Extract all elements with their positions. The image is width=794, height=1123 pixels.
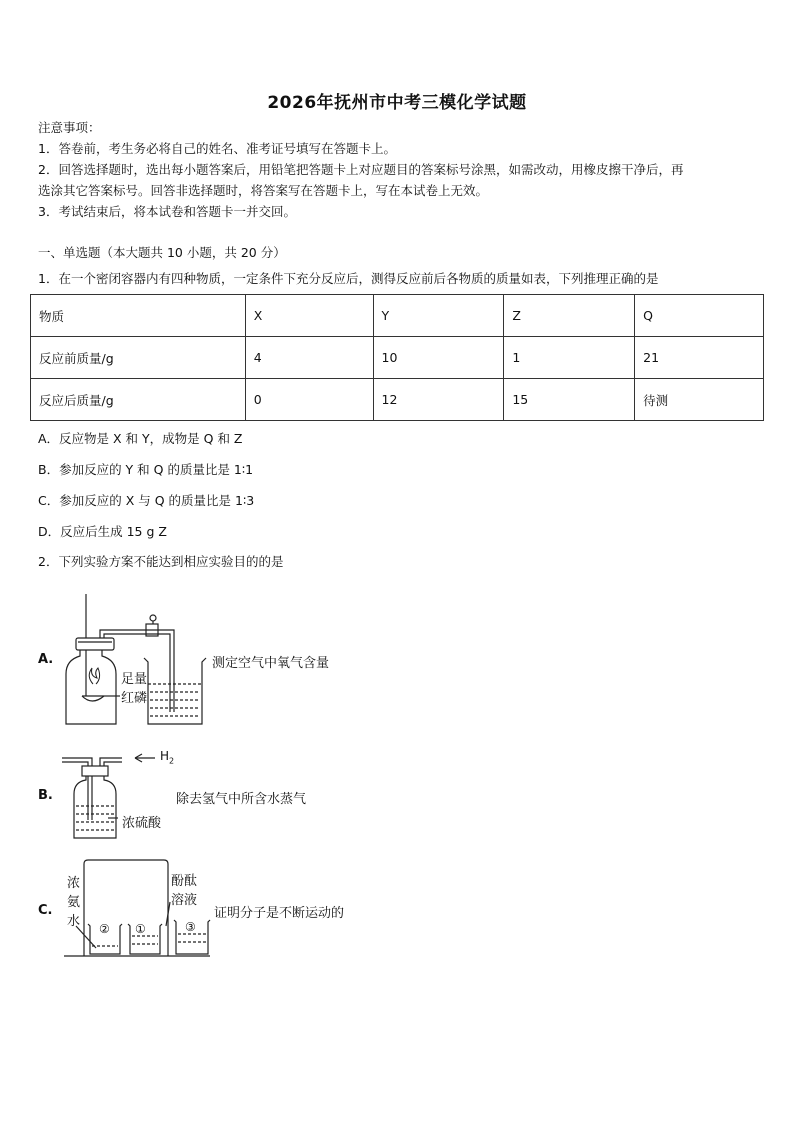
figure-c-left-char-2: 氨 [67,895,81,910]
table-row [31,337,764,379]
mass-table [30,294,764,421]
table-cell: 10 [373,337,504,379]
table-cell: 反应前质量/g [31,337,246,379]
figure-a-label-2: 红磷 [121,691,148,706]
table-cell: 12 [373,379,504,421]
figure-b-gas-subscript: 2 [169,756,175,766]
table-cell: Y [373,295,504,337]
figure-c-left-char-1: 浓 [67,876,81,891]
notice-item-2-line-2: 选涂其它答案标号。回答非选择题时，将答案写在答题卡上，写在本试卷上无效。 [38,183,489,198]
figure-a-label-1: 足量 [121,672,148,687]
option-a: A．反应物是 X 和 Y，成物是 Q 和 Z [38,431,243,446]
table-cell: 4 [245,337,373,379]
table-cell: 待测 [635,379,764,421]
figure-c-label: C. [38,903,53,918]
notice-item-3: 3．考试结束后，将本试卷和答题卡一并交回。 [38,204,296,219]
option-b: B．参加反应的 Y 和 Q 的质量比是 1∶1 [38,462,254,477]
figure-c-beaker-1: ① [135,922,146,936]
table-cell: 反应后质量/g [31,379,246,421]
figure-c-caption: 证明分子是不断运动的 [214,906,345,921]
table-row [31,295,764,337]
table-cell: X [245,295,373,337]
table-cell: Z [504,295,635,337]
section-heading: 一、单选题（本大题共 10 小题，共 20 分） [38,245,286,260]
figure-c-beaker-3: ③ [185,920,196,934]
figure-b-gas [160,749,174,765]
table-row [31,379,764,421]
question-1-stem: 1．在一个密闭容器内有四种物质，一定条件下充分反应后，测得反应前后各物质的质量如表，下列推理正确的是 [38,271,659,286]
figure-a-apparatus [60,592,210,732]
figure-b-liquid: 浓硫酸 [122,816,162,831]
figure-c-beaker-2: ② [99,922,110,936]
notice-item-1: 1．答卷前，考生务必将自己的姓名、准考证号填写在答题卡上。 [38,141,396,156]
figure-b-gas-symbol: H [160,749,170,763]
table-cell: 1 [504,337,635,379]
table-cell: 0 [245,379,373,421]
figure-a-caption: 测定空气中氧气含量 [212,656,330,671]
figure-c-left-char-3: 水 [67,914,81,929]
table-cell: 15 [504,379,635,421]
table-cell: 物质 [31,295,246,337]
notice-item-2-line-1: 2．回答选择题时，选出每小题答案后，用铅笔把答题卡上对应题目的答案标号涂黑，如需改动，用橡皮擦干净后，再 [38,162,684,177]
figure-c-right-label-1: 酚酞 [171,874,198,889]
figure-b-caption: 除去氢气中所含水蒸气 [176,792,307,807]
question-2-stem: 2．下列实验方案不能达到相应实验目的的是 [38,554,284,569]
table-cell: Q [635,295,764,337]
figure-c-right-label-2: 溶液 [171,893,198,908]
page-title: 2026年抚州市中考三模化学试题 [267,93,527,113]
option-c: C．参加反应的 X 与 Q 的质量比是 1∶3 [38,493,255,508]
notice-heading: 注意事项： [38,120,101,135]
figure-b-label: B. [38,788,53,803]
option-d: D．反应后生成 15 g Z [38,524,167,539]
figure-a-label: A. [38,652,54,667]
table-cell: 21 [635,337,764,379]
